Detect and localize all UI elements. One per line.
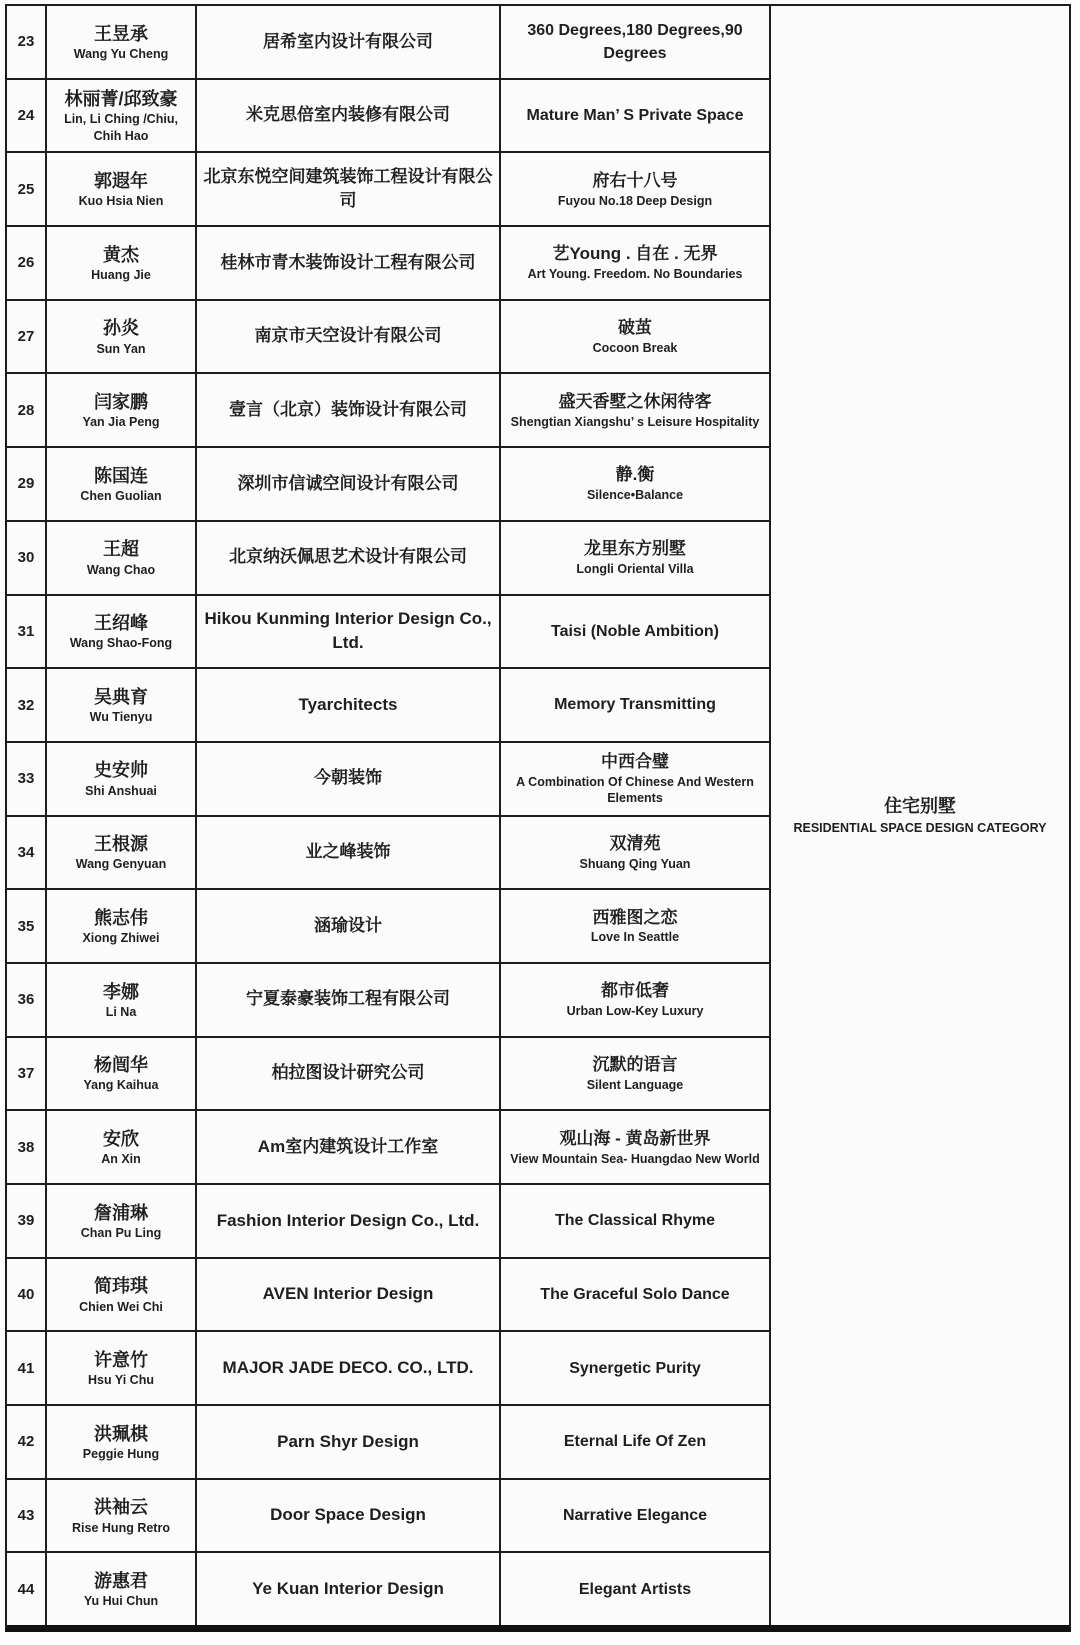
company-name: Ye Kuan Interior Design: [197, 1553, 501, 1625]
project-cell: [501, 890, 769, 962]
designer-name-zh: 詹浦琳: [94, 1202, 148, 1223]
row-number: 28: [7, 374, 47, 446]
company-name: 桂林市青木装饰设计工程有限公司: [197, 227, 501, 299]
project-name-en: A Combination Of Chinese And Western Elements: [516, 774, 754, 806]
designer-cell: [47, 1185, 197, 1257]
row-number: 35: [7, 890, 47, 962]
designer-name-en: Yu Hui Chun: [83, 1594, 159, 1609]
designer-cell: [47, 448, 197, 520]
company-name: Parn Shyr Design: [197, 1406, 501, 1478]
project-name-zh: 西雅图之恋: [592, 907, 678, 927]
award-table: [5, 4, 1071, 1632]
designer-name-en: An Xin: [101, 1152, 141, 1167]
project-name-en: Longli Oriental Villa: [576, 562, 694, 576]
designer-name-zh: 安欣: [103, 1128, 139, 1149]
designer-name-zh: 陈国连: [94, 465, 148, 486]
project-cell: [501, 1553, 769, 1625]
table-row: [7, 596, 769, 670]
designer-name-en: Wang Chao: [86, 562, 156, 577]
designer-name-en: Sun Yan: [96, 341, 146, 356]
designer-name-en: Kuo Hsia Nien: [78, 194, 164, 209]
project-cell: [501, 1332, 769, 1404]
row-number: 33: [7, 743, 47, 815]
designer-name-zh: 黄杰: [103, 244, 139, 265]
row-number: 30: [7, 522, 47, 594]
project-name-en: Eternal Life Of Zen: [563, 1433, 707, 1451]
company-name: MAJOR JADE DECO. CO., LTD.: [197, 1332, 501, 1404]
project-name-en: Love In Seattle: [590, 930, 680, 945]
designer-cell: [47, 6, 197, 78]
project-cell: [501, 1406, 769, 1478]
row-number: 42: [7, 1406, 47, 1478]
designer-cell: [47, 743, 197, 815]
project-cell: [501, 522, 769, 594]
row-number: 43: [7, 1480, 47, 1552]
designer-name-zh: 吴典育: [94, 686, 148, 707]
designer-name-zh: 林丽菁/邱致豪: [64, 89, 178, 110]
project-name-en: Silent Language: [586, 1077, 684, 1092]
table-row: [7, 743, 769, 817]
category-cell: [769, 6, 1069, 1625]
company-name: 北京纳沃佩思艺术设计有限公司: [197, 522, 501, 594]
project-name-zh: 双清苑: [609, 833, 661, 853]
project-cell: [501, 743, 769, 815]
category-name-en: RESIDENTIAL SPACE DESIGN CATEGORY: [793, 821, 1047, 836]
project-name-en: Taisi (Noble Ambition): [551, 622, 719, 640]
designer-name-zh: 史安帅: [94, 760, 148, 781]
designer-cell: [47, 1259, 197, 1331]
table-row: [7, 1185, 769, 1259]
table-row: [7, 80, 769, 154]
table-row: [7, 817, 769, 891]
category-name-zh: 住宅别墅: [884, 796, 956, 817]
table-row: [7, 153, 769, 227]
project-cell: [501, 301, 769, 373]
project-cell: [501, 374, 769, 446]
table-row: [7, 448, 769, 522]
designer-cell: [47, 964, 197, 1036]
designer-cell: [47, 1038, 197, 1110]
designer-cell: [47, 817, 197, 889]
designer-name-zh: 熊志伟: [94, 907, 148, 928]
row-number: 24: [7, 80, 47, 152]
project-cell: [501, 6, 769, 78]
designer-name-en: Chen Guolian: [80, 488, 162, 503]
row-number: 38: [7, 1111, 47, 1183]
row-number: 36: [7, 964, 47, 1036]
designer-name-en: Li Na: [105, 1004, 137, 1019]
company-name: Door Space Design: [197, 1480, 501, 1552]
table-row: [7, 301, 769, 375]
project-cell: [501, 596, 769, 668]
row-number: 23: [7, 6, 47, 78]
designer-cell: [47, 80, 197, 152]
designer-name-en: Peggie Hung: [82, 1446, 160, 1461]
project-name-zh: 静.衡: [615, 465, 655, 485]
project-cell: [501, 1480, 769, 1552]
project-name-zh: 破茧: [618, 318, 652, 337]
designer-name-zh: 洪袖云: [94, 1497, 148, 1518]
designer-name-zh: 许意竹: [94, 1349, 148, 1370]
table-row: [7, 669, 769, 743]
designer-name-en: Wang Shao-Fong: [69, 636, 173, 651]
project-name-en: Shengtian Xiangshu’ s Leisure Hospitality: [510, 414, 760, 429]
row-number: 44: [7, 1553, 47, 1625]
project-name-en: Synergetic Purity: [569, 1359, 701, 1377]
project-name-en: Cocoon Break: [592, 340, 678, 355]
project-cell: [501, 80, 769, 152]
company-name: 居希室内设计有限公司: [197, 6, 501, 78]
table-row: [7, 374, 769, 448]
project-name-en: Narrative Elegance: [562, 1507, 708, 1524]
project-name-en: 360 Degrees,180 Degrees,90 Degrees: [527, 21, 743, 62]
designer-name-en: Hsu Yi Chu: [88, 1373, 154, 1388]
row-number: 26: [7, 227, 47, 299]
designer-name-en: Yang Kaihua: [83, 1078, 159, 1093]
designer-name-zh: 杨闿华: [94, 1055, 148, 1076]
project-name-zh: 中西合璧: [601, 752, 669, 771]
company-name: Fashion Interior Design Co., Ltd.: [197, 1185, 501, 1257]
table-row: [7, 964, 769, 1038]
project-name-en: Memory Transmitting: [554, 696, 716, 714]
project-name-en: View Mountain Sea- Huangdao New World: [510, 1151, 760, 1166]
table-row: [7, 1259, 769, 1333]
project-name-zh: 盛天香墅之休闲待客: [558, 391, 712, 411]
project-cell: [501, 448, 769, 520]
project-name-zh: 府右十八号: [592, 170, 678, 190]
project-cell: [501, 227, 769, 299]
project-name-en: Art Young. Freedom. No Boundaries: [527, 267, 743, 282]
designer-name-en: Huang Jie: [91, 267, 151, 282]
table-row: [7, 1332, 769, 1406]
company-name: 业之峰装饰: [197, 817, 501, 889]
row-number: 29: [7, 448, 47, 520]
project-name-zh: 都市低奢: [601, 981, 669, 1001]
designer-cell: [47, 1332, 197, 1404]
table-row: [7, 890, 769, 964]
designer-name-zh: 洪珮棋: [94, 1423, 148, 1444]
project-name-zh: 艺Young . 自在 . 无界: [552, 244, 718, 264]
row-number: 32: [7, 669, 47, 741]
row-number: 41: [7, 1332, 47, 1404]
designer-name-zh: 闫家鹏: [94, 392, 148, 412]
designer-cell: [47, 153, 197, 225]
designer-name-en: Chan Pu Ling: [80, 1225, 162, 1240]
project-cell: [501, 964, 769, 1036]
project-name-zh: 龙里东方别墅: [584, 539, 686, 559]
designer-cell: [47, 890, 197, 962]
designer-cell: [47, 374, 197, 446]
company-name: 宁夏泰豪装饰工程有限公司: [197, 964, 501, 1036]
designer-name-zh: 王绍峰: [94, 613, 148, 634]
table-row: [7, 1111, 769, 1185]
project-cell: [501, 817, 769, 889]
designer-name-en: Chien Wei Chi: [79, 1299, 163, 1314]
project-name-zh: 观山海 - 黄岛新世界: [559, 1128, 711, 1148]
company-name: 涵瑜设计: [197, 890, 501, 962]
designer-name-en: Xiong Zhiwei: [82, 931, 160, 946]
designer-name-en: Wu Tienyu: [89, 710, 153, 725]
designer-name-en: Lin, Li Ching /Chiu, Chih Hao: [64, 112, 178, 143]
table-row: [7, 1406, 769, 1480]
project-name-en: The Classical Rhyme: [554, 1212, 716, 1230]
row-number: 25: [7, 153, 47, 225]
designer-cell: [47, 1111, 197, 1183]
company-name: Am室内建筑设计工作室: [197, 1111, 501, 1183]
company-name: 壹言（北京）装饰设计有限公司: [197, 374, 501, 446]
designer-name-zh: 游惠君: [94, 1571, 148, 1591]
company-name: 米克思倍室内装修有限公司: [197, 80, 501, 152]
company-name: Hikou Kunming Interior Design Co., Ltd.: [197, 596, 501, 668]
designer-name-zh: 李娜: [103, 981, 139, 1002]
project-name-zh: 沉默的语言: [592, 1054, 678, 1074]
table-row: [7, 6, 769, 80]
designer-cell: [47, 1406, 197, 1478]
designer-name-zh: 孙炎: [103, 318, 139, 339]
project-cell: [501, 153, 769, 225]
project-name-en: Mature Man’ S Private Space: [526, 106, 744, 124]
company-name: 今朝装饰: [197, 743, 501, 815]
designer-name-zh: 简玮琪: [94, 1276, 148, 1297]
row-number: 34: [7, 817, 47, 889]
company-name: 南京市天空设计有限公司: [197, 301, 501, 373]
designer-name-en: Yan Jia Peng: [82, 415, 160, 430]
designer-cell: [47, 301, 197, 373]
project-name-en: Fuyou No.18 Deep Design: [557, 193, 713, 208]
designer-cell: [47, 1480, 197, 1552]
project-cell: [501, 1185, 769, 1257]
row-number: 40: [7, 1259, 47, 1331]
table-row: [7, 522, 769, 596]
project-cell: [501, 669, 769, 741]
table-rows: [7, 6, 769, 1625]
company-name: 深圳市信诚空间设计有限公司: [197, 448, 501, 520]
designer-name-en: Shi Anshuai: [85, 783, 157, 798]
company-name: AVEN Interior Design: [197, 1259, 501, 1331]
designer-name-zh: 王昱承: [94, 23, 148, 44]
row-number: 39: [7, 1185, 47, 1257]
row-number: 31: [7, 596, 47, 668]
designer-name-zh: 王超: [103, 539, 139, 560]
project-name-en: Elegant Artists: [578, 1580, 692, 1598]
designer-name-zh: 郭遐年: [94, 170, 148, 191]
company-name: 柏拉图设计研究公司: [197, 1038, 501, 1110]
designer-name-en: Wang Genyuan: [75, 857, 167, 872]
company-name: 北京东悦空间建筑装饰工程设计有限公司: [197, 153, 501, 225]
project-cell: [501, 1111, 769, 1183]
table-row: [7, 1553, 769, 1625]
designer-name-en: Wang Yu Cheng: [73, 46, 169, 61]
designer-cell: [47, 227, 197, 299]
designer-cell: [47, 669, 197, 741]
row-number: 27: [7, 301, 47, 373]
table-row: [7, 227, 769, 301]
project-name-en: Shuang Qing Yuan: [579, 856, 691, 871]
project-cell: [501, 1038, 769, 1110]
project-cell: [501, 1259, 769, 1331]
table-row: [7, 1480, 769, 1554]
project-name-en: Silence•Balance: [586, 488, 684, 503]
project-name-en: The Graceful Solo Dance: [540, 1285, 730, 1303]
designer-cell: [47, 522, 197, 594]
designer-name-zh: 王根源: [94, 834, 148, 855]
row-number: 37: [7, 1038, 47, 1110]
designer-cell: [47, 1553, 197, 1625]
table-row: [7, 1038, 769, 1112]
designer-name-en: Rise Hung Retro: [72, 1520, 170, 1535]
designer-cell: [47, 596, 197, 668]
company-name: Tyarchitects: [197, 669, 501, 741]
project-name-en: Urban Low-Key Luxury: [566, 1004, 704, 1019]
